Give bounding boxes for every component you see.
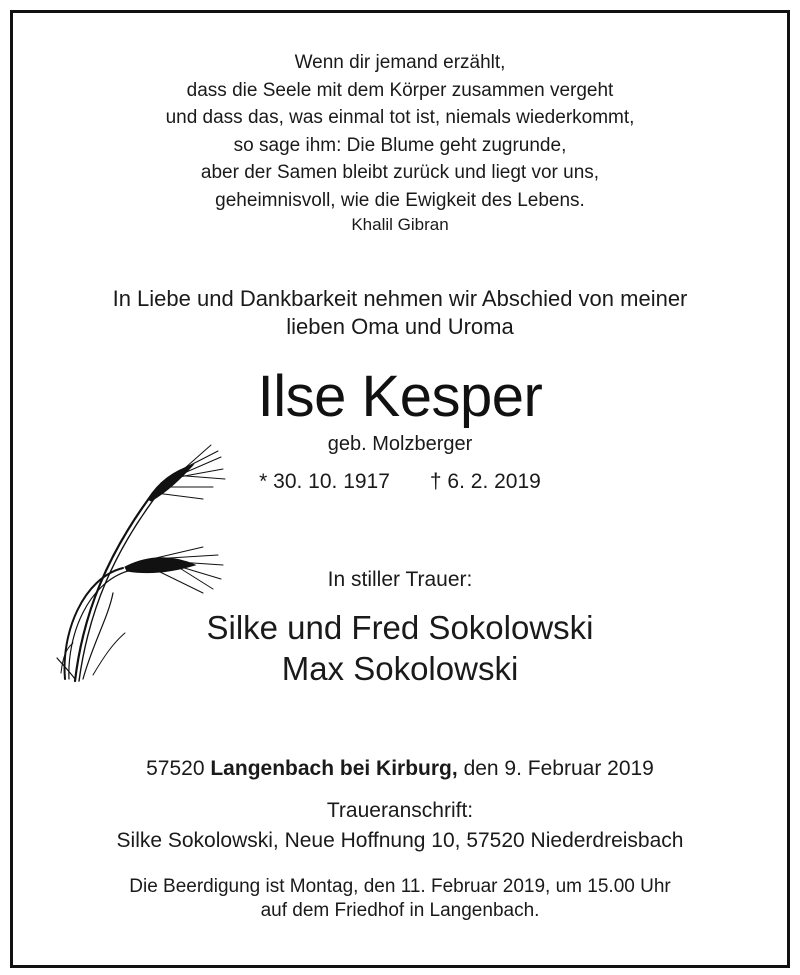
farewell-intro-line: lieben Oma und Uroma — [286, 314, 514, 339]
mourners-list — [13, 607, 787, 689]
funeral-info — [13, 875, 787, 923]
poem — [13, 49, 787, 214]
birth-date: * 30. 10. 1917 — [259, 470, 390, 493]
mourning-address-label: Traueranschrift: — [326, 799, 474, 822]
funeral-info-line: auf dem Friedhof in Langenbach. — [260, 900, 540, 921]
poem-line: Wenn dir jemand erzählt, — [294, 52, 506, 73]
deceased-name: Ilse Kesper — [257, 364, 543, 429]
place-date-line — [13, 757, 787, 781]
notice-date: den 9. Februar 2019 — [463, 757, 654, 780]
mourner-name: Max Sokolowski — [281, 650, 519, 687]
mourner-name: Silke und Fred Sokolowski — [206, 609, 594, 646]
funeral-info-line: Die Beerdigung ist Montag, den 11. Februar 2019, um 15.00 Uhr — [129, 876, 671, 897]
postal-code: 57520 — [146, 757, 205, 780]
death-date: † 6. 2. 2019 — [429, 470, 541, 493]
poem-line: aber der Samen bleibt zurück und liegt vor uns, — [200, 162, 600, 183]
obituary-card — [10, 10, 790, 968]
poem-line: so sage ihm: Die Blume geht zugrunde, — [233, 134, 567, 156]
poem-line: dass die Seele mit dem Körper zusammen vergeht — [186, 79, 614, 101]
mourning-address: Silke Sokolowski, Neue Hoffnung 10, 57520 Niederdreisbach — [116, 829, 684, 852]
town-name: Langenbach bei Kirburg, — [210, 757, 458, 780]
poem-author: Khalil Gibran — [351, 215, 449, 234]
mourning-intro: In stiller Trauer: — [327, 568, 473, 591]
poem-line: geheimnisvoll, wie die Ewigkeit des Lebens. — [215, 189, 585, 211]
birth-name: geb. Molzberger — [327, 433, 473, 455]
farewell-intro — [13, 285, 787, 341]
poem-line: und dass das, was einmal tot ist, niemals wiederkommt, — [165, 107, 635, 128]
farewell-intro-line: In Liebe und Dankbarkeit nehmen wir Abschied von meiner — [112, 286, 688, 311]
